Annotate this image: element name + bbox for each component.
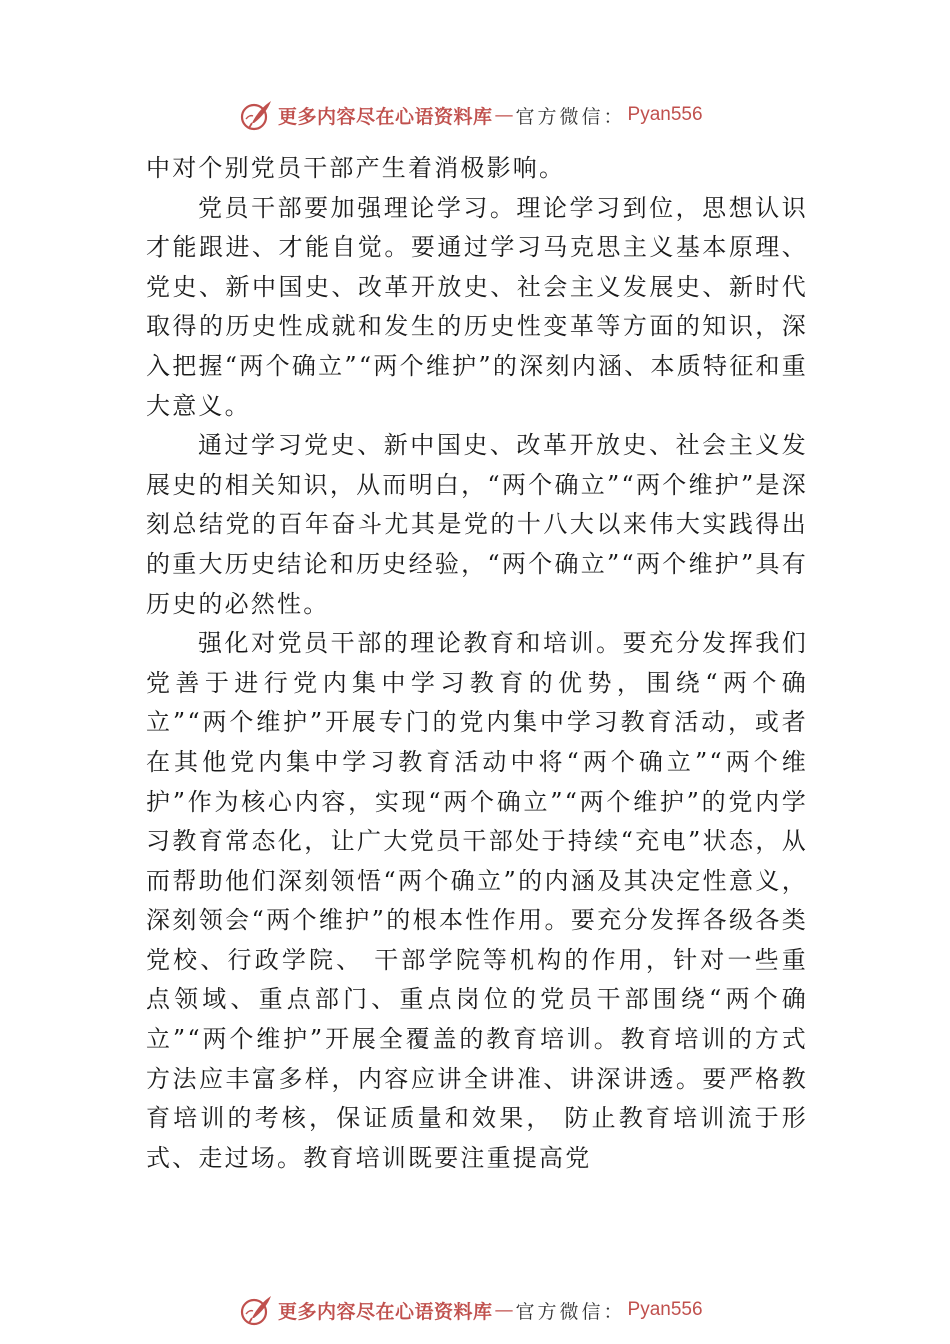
footer-banner: [238, 1290, 703, 1330]
header-banner: [238, 95, 703, 135]
header-brand-text: 更多内容尽在心语资料库: [278, 105, 493, 128]
footer-dash: —: [494, 1299, 514, 1321]
footer-wechat-id: Pyan556: [627, 1299, 703, 1320]
header-wechat-label: 官方微信：: [515, 105, 626, 128]
footer-brand-text: 更多内容尽在心语资料库: [278, 1300, 493, 1323]
quill-pen-logo-icon: [238, 97, 274, 133]
paragraph-continuation: 中对个别党员干部产生着消极影响。: [146, 154, 566, 182]
document-body: [146, 149, 808, 1178]
footer-wechat-label: 官方微信：: [515, 1300, 626, 1323]
header-wechat-id: Pyan556: [627, 104, 703, 125]
paragraph: 党员干部要加强理论学习。理论学习到位，思想认识才能跟进、才能自觉。要通过学习马克思主义基本原理、党史、新中国史、改革开放史、社会主义发展史、新时代取得的历史性成就和发生的历史性变革等方面的知识，深入把握“两个确立”“两个维护”的深刻内涵、本质特征和重大意义。: [146, 193, 808, 420]
paragraph: 强化对党员干部的理论教育和培训。要充分发挥我们党善于进行党内集中学习教育的优势，围绕“两个确立”“两个维护”开展专门的党内集中学习教育活动，或者在其他党内集中学习教育活动中将“两个确立”“两个维护”作为核心内容，实现“两个确立”“两个维护”的党内学习教育常态化，让广大党员干部处于持续“充电”状态，从而帮助他们深刻领悟“两个确立”的内涵及其决定性意义，深刻领会“两个维护”的根本性作用。要充分发挥各级各类党校、行政学院、 干部学院等机构的作用，针对一些重点领域、重点部门、重点岗位的党员干部围绕“两个确立”“两个维护”开展全覆盖的教育培训。教育培训的方式方法应丰富多样，内容应讲全讲准、讲深讲透。要严格教育培训的考核，保证质量和效果， 防止教育培训流于形式、走过场。教育培训既要注重提高党: [146, 629, 808, 1172]
paragraph: 通过学习党史、新中国史、改革开放史、社会主义发展史的相关知识，从而明白，“两个确立”“两个维护”是深刻总结党的百年奋斗尤其是党的十八大以来伟大实践得出的重大历史结论和历史经验，“两个确立”“两个维护”具有历史的必然性。: [146, 431, 808, 618]
header-dash: —: [494, 104, 514, 126]
quill-pen-logo-icon: [238, 1292, 274, 1328]
